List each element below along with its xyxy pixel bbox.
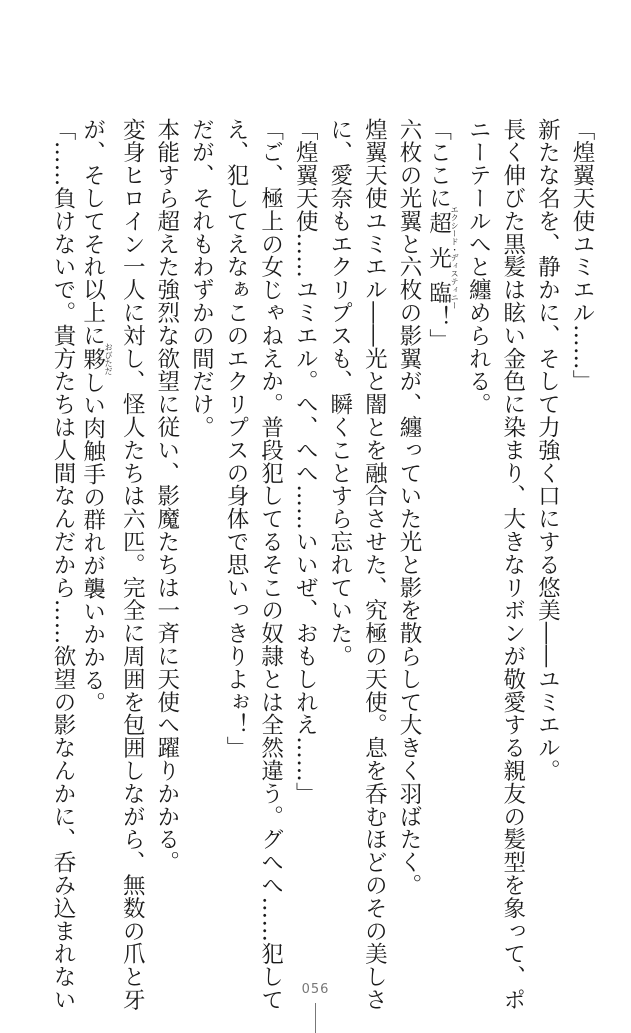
text-line: 長く伸びた黒髪は眩い金色に染まり、大きなリボンが敬愛する親友の髪型を象って、ポ <box>499 118 526 1012</box>
ruby-reading: おびただ <box>104 343 114 375</box>
text-line: 六枚の光翼と六枚の影翼が、纏っていた光と影を散らして大きく羽ばたく。 <box>396 118 422 897</box>
text-line: 「ご、極上の女じゃねえか。普段犯してるそこの奴隷とは全然違う。グへへ……犯して <box>257 118 284 1012</box>
ruby-base: 超光臨 <box>425 205 452 310</box>
text-line <box>425 118 460 958</box>
ruby-base: 夥 <box>79 343 106 375</box>
text-line: 「……負けないで。貴方たちは人間なんだから……欲望の影なんかに、呑み込まれない <box>50 118 76 1012</box>
text-segment: 「ここに <box>425 118 452 210</box>
text-segment: しい肉触手の群れが襲いかかる。 <box>79 371 106 715</box>
text-line: 変身ヒロイン一人に対し、怪人たちは六匹。完全に周囲を包囲しながら、無数の爪と牙 <box>119 118 146 1012</box>
page-number-rule <box>315 1003 316 1033</box>
text-line: 「煌翼天使……ユミエル。へ、へへ……いいぜ、おもしれえ……」 <box>292 118 319 805</box>
ruby-annotation <box>79 343 114 375</box>
text-line: 煌翼天使ユミエル――光と闇とを融合させた、究極の天使。息を呑むほどのその美しさ <box>361 118 388 1012</box>
text-line: に、愛奈もエクリプスも、瞬くことすら忘れていた。 <box>326 118 353 668</box>
text-segment: が、そしてそれ以上に <box>79 118 106 347</box>
text-line <box>79 118 114 958</box>
text-line: ニーテールへと纏められる。 <box>465 118 492 416</box>
text-segment: ！」 <box>425 305 452 352</box>
page-number: 056 <box>301 982 330 997</box>
text-line: え、犯してえなぁこのエクリプスの身体で思いっきりよぉ！」 <box>223 118 249 760</box>
ruby-reading: エクシード・ディスティニー <box>450 205 460 310</box>
text-line: 新たな名を、静かに、そして力強く口にする悠美――ユミエル。 <box>534 118 561 783</box>
text-line: 本能すら超えた強烈な欲望に従い、影魔たちは一斉に天使へ躍りかかる。 <box>153 118 180 874</box>
text-line: 「煌翼天使ユミエル……」 <box>569 118 595 393</box>
ruby-annotation <box>425 205 460 310</box>
text-line: だが、それもわずかの間だけ。 <box>188 118 215 439</box>
